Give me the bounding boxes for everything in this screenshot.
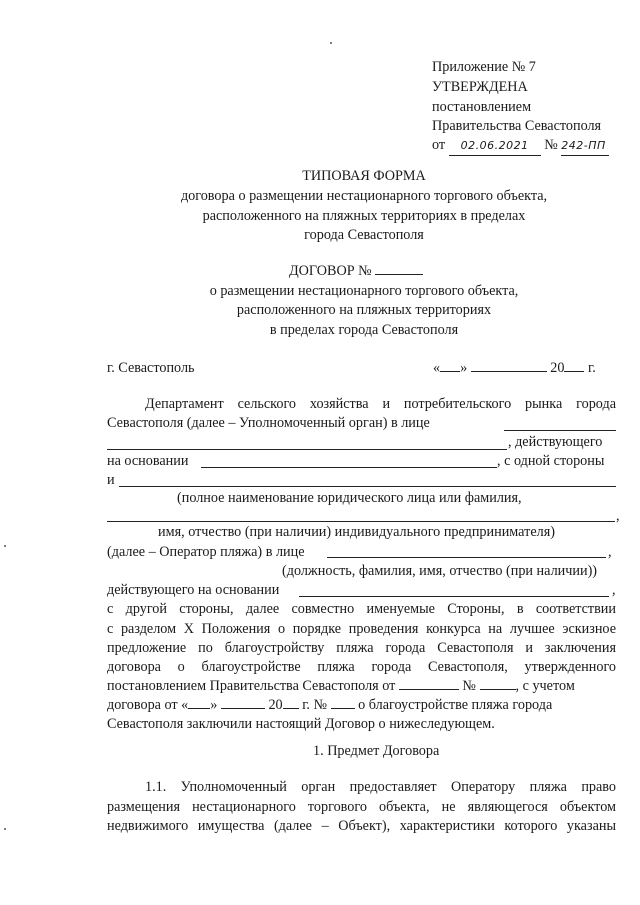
day-blank — [440, 371, 460, 372]
form-title-line-3: расположенного на пляжных территориях в пределах — [202, 208, 526, 224]
appendix-line-1: Приложение № 7 — [432, 59, 536, 75]
appendix-line-4: Правительства Севастополя — [432, 118, 602, 134]
body-line: размещения нестационарного торгового объекта, не являющегося объектом — [107, 799, 616, 815]
body-line: на основании — [107, 453, 189, 469]
field-hint: имя, отчество (при наличии) индивидуального предпринимателя) — [158, 524, 555, 540]
body-line: (далее – Оператор пляжа) в лице — [107, 544, 305, 560]
operator-basis-blank — [299, 596, 609, 597]
contract-subtitle-1: о размещении нестационарного торгового объекта, — [209, 283, 519, 299]
appendix-date — [449, 136, 541, 156]
contract-date — [433, 359, 596, 377]
body-fragment: о благоустройстве пляжа города — [358, 697, 553, 713]
body-line: с разделом X Положения о порядке проведения конкурса на лучшее эскизное — [107, 621, 616, 637]
body-line: недвижимого имущества (далее – Объект), характеристики которого указаны — [107, 818, 616, 834]
date-close-quote: » — [460, 360, 468, 376]
body-line — [107, 677, 575, 695]
field-comma: , — [612, 582, 616, 598]
appendix-number-value: 242-ПП — [561, 139, 606, 152]
date-open-quote: « — [433, 360, 441, 376]
field-comma: , — [616, 508, 620, 524]
body-line: с другой стороны, далее совместно именуемые Стороны, в соответствии — [107, 601, 616, 617]
operator-name-blank-2 — [107, 521, 615, 522]
field-hint: (полное наименование юридического лица или фамилия, — [177, 490, 522, 506]
contract-city: г. Севастополь — [107, 360, 195, 376]
contract-number-blank — [375, 274, 423, 275]
body-line — [107, 696, 552, 714]
body-fragment: 20 — [268, 697, 283, 713]
year-suffix: г. — [588, 360, 596, 376]
contract-subtitle-2: расположенного на пляжных территориях — [236, 302, 492, 318]
scan-speck — [4, 545, 6, 547]
body-line: действующего на основании — [107, 582, 280, 598]
appendix-line-2: УТВЕРЖДЕНА — [432, 79, 528, 95]
contract-subtitle-3: в пределах города Севастополя — [269, 322, 459, 338]
scan-speck — [4, 828, 6, 830]
year-prefix: 20 — [550, 360, 565, 376]
representative-blank — [504, 430, 616, 431]
month-blank — [221, 708, 265, 709]
form-title-line-2: договора о размещении нестационарного торгового объекта, — [180, 188, 548, 204]
body-fragment: , с учетом — [515, 678, 575, 694]
representative-blank-2 — [107, 449, 507, 450]
body-fragment: № — [462, 678, 476, 694]
section-heading: 1. Предмет Договора — [313, 743, 440, 759]
body-line: договора о благоустройстве пляжа города Севастополя, утвержденного — [107, 659, 616, 675]
body-line: , действующего — [508, 434, 603, 450]
year-blank — [564, 371, 584, 372]
contract-heading — [289, 262, 423, 280]
appendix-from-label: от — [432, 137, 446, 153]
body-fragment: постановлением Правительства Севастополя от — [107, 678, 396, 694]
body-line: Севастополя заключили настоящий Договор о нижеследующем. — [107, 716, 495, 732]
scan-speck — [330, 42, 332, 44]
body-fragment: » — [210, 697, 218, 713]
decree-number-blank — [480, 689, 516, 690]
body-line: 1.1. Уполномоченный орган предоставляет Оператору пляжа право — [145, 779, 616, 795]
operator-name-blank — [119, 486, 616, 487]
basis-blank — [201, 467, 497, 468]
body-line: Севастополя (далее – Уполномоченный орган) в лице — [107, 415, 430, 431]
year-blank — [283, 708, 299, 709]
body-line: Департамент сельского хозяйства и потребительского рынка города — [145, 396, 616, 412]
body-fragment: г. № — [302, 697, 328, 713]
appendix-date-value: 02.06.2021 — [460, 139, 529, 152]
body-fragment: договора от « — [107, 697, 189, 713]
agreement-number-blank — [331, 708, 355, 709]
form-title: ТИПОВАЯ ФОРМА — [302, 168, 426, 184]
day-blank — [188, 708, 210, 709]
appendix-line-3: постановлением — [432, 99, 532, 115]
decree-date-blank — [399, 689, 459, 690]
body-line: и — [107, 472, 115, 488]
body-line: , с одной стороны — [497, 453, 605, 469]
appendix-date-line — [432, 136, 609, 156]
month-blank — [471, 371, 547, 372]
field-hint: (должность, фамилия, имя, отчество (при наличии)) — [282, 563, 598, 579]
contract-heading-text: ДОГОВОР № — [289, 263, 372, 279]
operator-rep-blank — [327, 557, 606, 558]
field-comma: , — [608, 544, 612, 560]
appendix-number-label: № — [544, 137, 558, 153]
body-line: предложение по благоустройству пляжа города Севастополя и заключения — [107, 640, 616, 656]
form-title-line-4: города Севастополя — [304, 227, 424, 243]
appendix-number — [561, 136, 609, 156]
